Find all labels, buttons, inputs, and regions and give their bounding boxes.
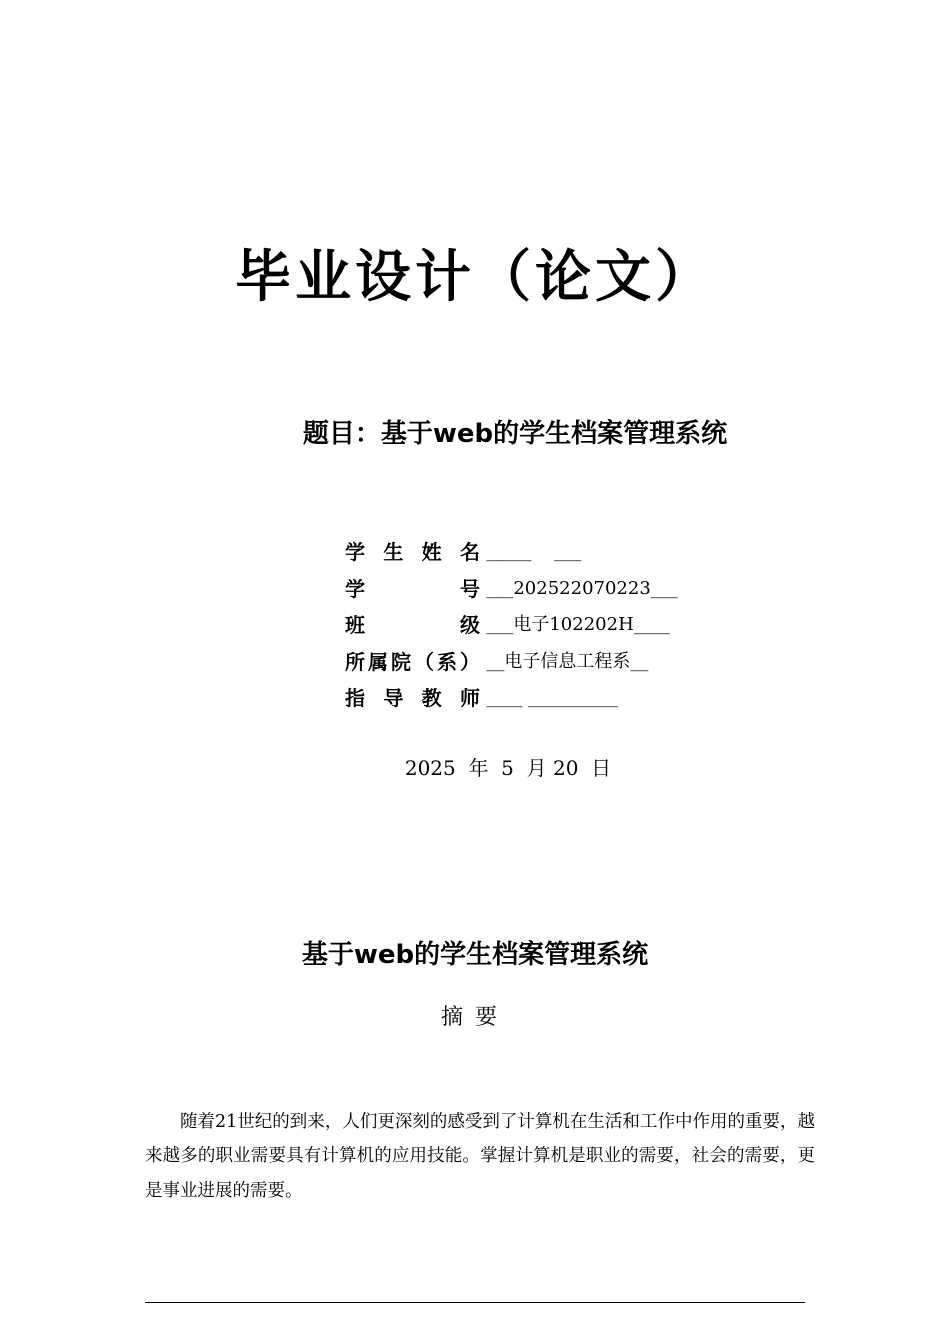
submission-date: 2025 年 5 月 20 日	[404, 756, 612, 780]
info-row-student-name	[345, 534, 765, 571]
info-row-student-id	[345, 571, 765, 608]
abstract-page-title: 基于web的学生档案管理系统	[301, 940, 649, 970]
info-row-department	[345, 644, 765, 681]
department-label: 所属院（系）	[345, 649, 480, 674]
thesis-main-title: 毕业设计（论文）	[235, 245, 715, 310]
class-label: 班级	[345, 613, 480, 637]
abstract-heading: 摘要	[440, 1005, 509, 1030]
department-value: __电子信息工程系__	[486, 650, 649, 672]
footer-divider	[145, 1302, 805, 1303]
thesis-subject-line: 题目：基于web的学生档案管理系统	[302, 419, 728, 449]
advisor-value: ____ __________	[486, 687, 619, 708]
advisor-label: 指导教师	[345, 686, 480, 710]
student-name-label: 学生姓名	[345, 540, 480, 564]
info-row-class	[345, 607, 765, 644]
student-info-block	[345, 534, 765, 717]
abstract-body-text: 随着21世纪的到来，人们更深刻的感受到了计算机在生活和工作中作用的重要，越来越多的职业需要具有计算机的应用技能。掌握计算机是职业的需要，社会的需要，更是事业进展的需要。	[145, 1111, 815, 1201]
student-id-value: ___202522070223___	[486, 577, 678, 599]
student-id-label: 学号	[345, 576, 480, 601]
student-name-value: _____ ___	[486, 541, 582, 562]
info-row-advisor	[345, 680, 765, 717]
class-value: ___电子102202H____	[486, 614, 670, 635]
